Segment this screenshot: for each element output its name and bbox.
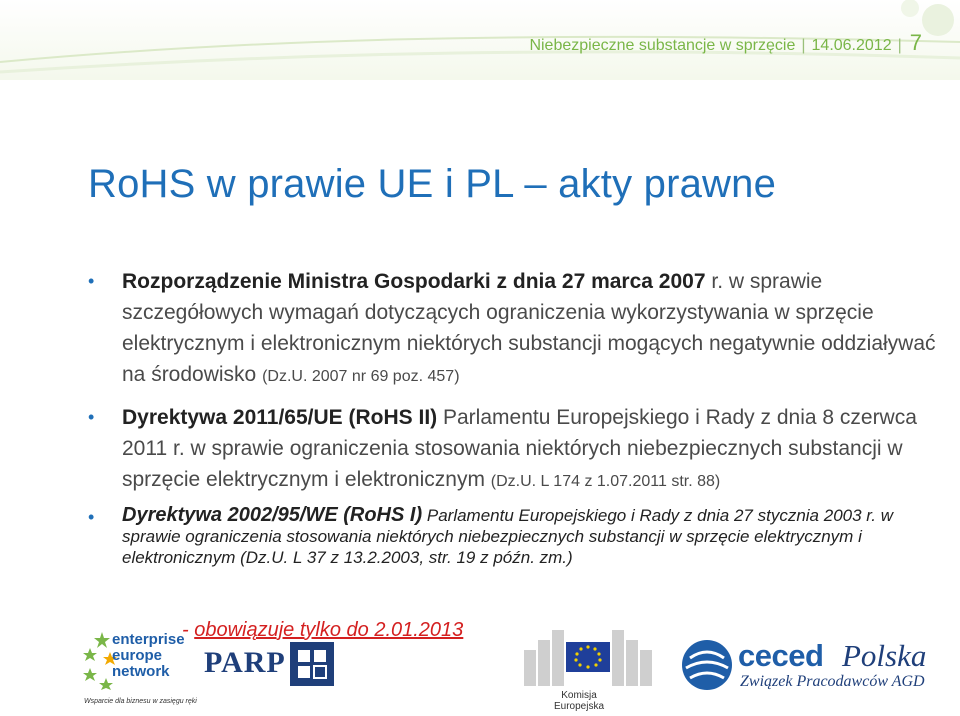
validity-prefix: - xyxy=(182,619,195,641)
bullet-text: r. w sprawie szczegółowych wymagań dotyczących ograniczenia wykorzystywania w sprzęcie elektrycznym i elektronicznym niektórych substancji mogących negatywnie oddziaływać na środowisko xyxy=(122,270,936,386)
bullet-text: Parlamentu Europejskiego i Rady z dnia 8 czerwca 2011 r. w sprawie ograniczenia stosowania niektórych niebezpiecznych substancji w sprzęcie elektrycznym i elektronicznym xyxy=(122,406,917,491)
bullet-icon: • xyxy=(88,507,95,527)
parp-emblem-icon xyxy=(290,642,334,686)
bullet-item xyxy=(88,402,936,497)
ceced-polska-logo xyxy=(680,636,944,696)
bullet-item xyxy=(88,504,936,568)
european-commission-logo xyxy=(518,620,658,716)
bullet-icon: • xyxy=(88,407,95,427)
european-commission-building-icon xyxy=(518,620,658,690)
een-wordmark: enterprise europe network xyxy=(112,631,185,680)
validity-text: obowiązuje tylko do 2.01.2013 xyxy=(194,619,464,641)
bullet-text: Parlamentu Europejskiego i Rady z dnia 27 stycznia 2003 r. w sprawie ograniczenia stosowania niektórych niebezpiecznych substancji w sprzęcie elektrycznym i elektronicznym (Dz.U. L 37 z 13.2.2003, str. 19 z późn. zm.) xyxy=(122,506,894,567)
validity-note xyxy=(182,619,463,642)
header-topic: Niebezpieczne substancje w sprzęcie xyxy=(529,37,796,54)
ceced-globe-icon xyxy=(680,638,734,692)
bullet-list xyxy=(88,266,936,568)
ceced-subtitle: Związek Pracodawców AGD xyxy=(740,673,925,690)
enterprise-europe-network-logo xyxy=(82,626,197,716)
header-date: 14.06.2012 xyxy=(811,37,892,54)
bullet-bold: Dyrektywa 2002/95/WE (RoHS I) xyxy=(122,504,423,526)
bullet-bold: Rozporządzenie Ministra Gospodarki z dnia 27 marca 2007 xyxy=(122,270,706,293)
bullet-bold: Dyrektywa 2011/65/UE (RoHS II) xyxy=(122,406,438,429)
european-commission-label: Komisja Europejska xyxy=(554,690,605,712)
een-tagline: Wsparcie dla biznesu w zasięgu ręki xyxy=(84,698,197,705)
polska-wordmark: Polska xyxy=(842,638,927,673)
parp-wordmark: PARP xyxy=(204,646,286,679)
slide-header: Niebezpieczne substancje w sprzęcie | 14.06.2012 | 7 xyxy=(529,30,922,55)
bullet-item xyxy=(88,266,936,392)
parp-logo xyxy=(204,640,334,690)
slide-title: RoHS w prawie UE i PL – akty prawne xyxy=(88,162,777,206)
bullet-ref: (Dz.U. L 174 z 1.07.2011 str. 88) xyxy=(490,473,721,490)
ceced-wordmark: ceced xyxy=(738,638,824,673)
bullet-icon: • xyxy=(88,271,95,291)
bullet-ref: (Dz.U. 2007 nr 69 poz. 457) xyxy=(262,368,460,385)
page-number: 7 xyxy=(909,30,922,55)
